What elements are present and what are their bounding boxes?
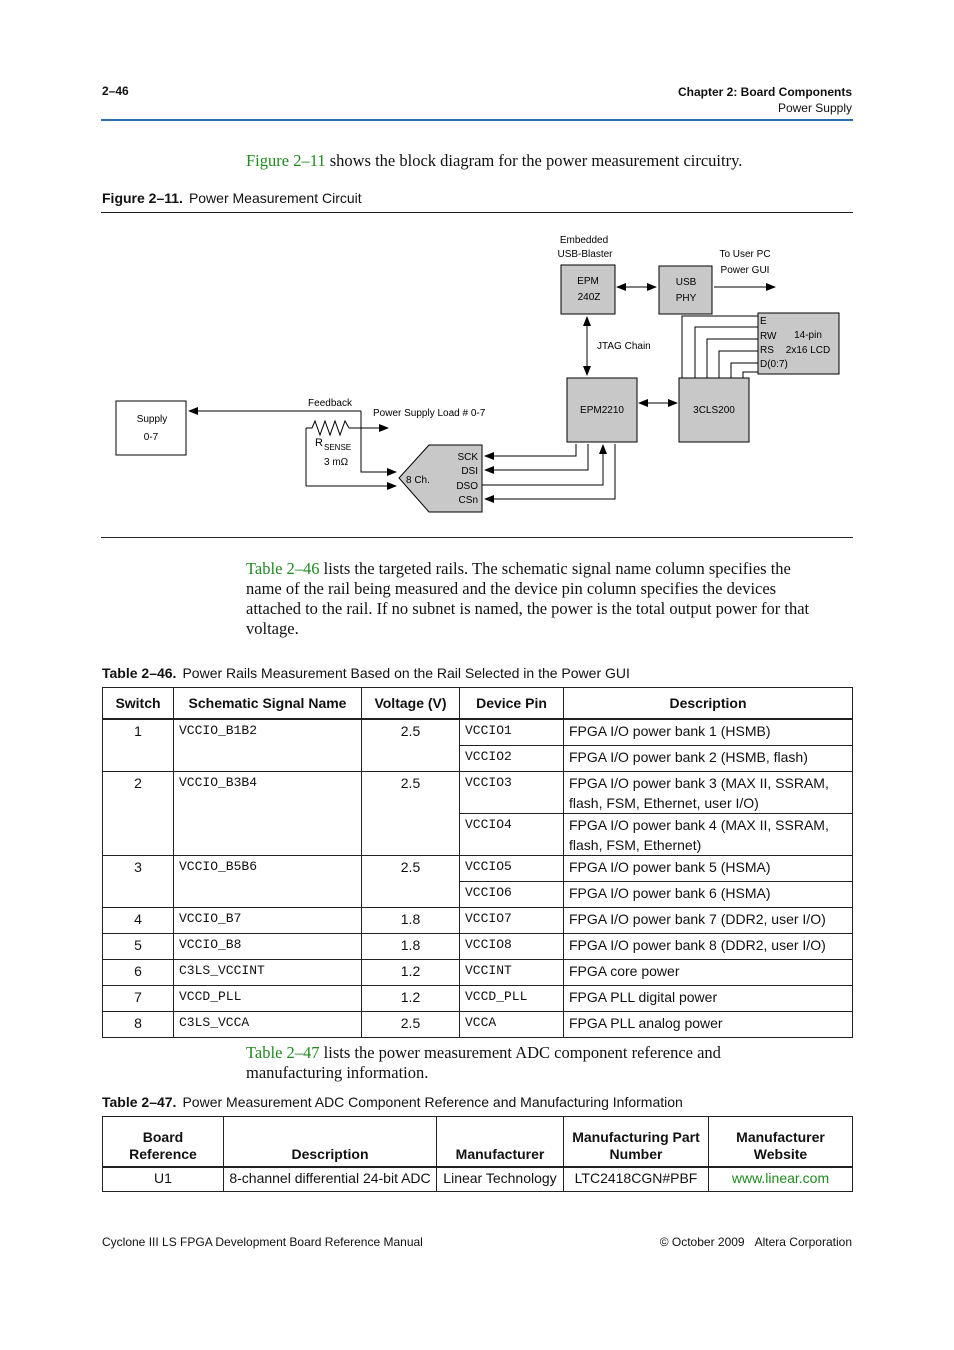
description-cell xyxy=(564,908,853,934)
voltage-cell: 2.5 xyxy=(362,772,460,856)
para46-line-4: voltage. xyxy=(246,619,299,638)
jtag-chain-label: JTAG Chain xyxy=(597,341,651,352)
description-line: FPGA I/O power bank 5 (HSMA) xyxy=(569,859,771,875)
figure-label: Figure 2–11. xyxy=(102,190,183,206)
description-cell xyxy=(564,934,853,960)
adc-label: 8 Ch. xyxy=(406,475,430,486)
col-header-signal: Schematic Signal Name xyxy=(174,688,362,720)
switch-cell: 5 xyxy=(103,934,174,960)
rsense-resistor xyxy=(306,421,349,435)
dso-line xyxy=(482,445,603,485)
col-header-manufacturer: Manufacturer xyxy=(437,1117,564,1168)
table46-link[interactable]: Table 2–46 xyxy=(246,559,320,578)
table-row xyxy=(103,1167,853,1192)
voltage-cell: 2.5 xyxy=(362,856,460,908)
device-pin-cell: VCCIO3 xyxy=(460,772,564,814)
signal-name-cell: VCCIO_B5B6 xyxy=(174,856,362,908)
signal-name-cell: VCCIO_B8 xyxy=(174,934,362,960)
device-pin-cell: VCCIO7 xyxy=(460,908,564,934)
description-line: FPGA I/O power bank 7 (DDR2, user I/O) xyxy=(569,911,826,927)
para46-line-3: attached to the rail. If no subnet is named, the power is the total output power for that xyxy=(246,599,810,618)
col-header-board-ref: Board Reference xyxy=(103,1117,224,1168)
table46-label: Table 2–46. xyxy=(102,665,177,681)
table47-title: Power Measurement ADC Component Reference and Manufacturing Information xyxy=(182,1094,683,1110)
rsense-subscript: SENSE xyxy=(324,443,352,452)
table-row xyxy=(103,856,853,882)
device-pin-cell: VCCIO8 xyxy=(460,934,564,960)
description-line: FPGA I/O power bank 1 (HSMB) xyxy=(569,723,771,739)
signal-name-cell: C3LS_VCCINT xyxy=(174,960,362,986)
table46-title: Power Rails Measurement Based on the Rail Selected in the Power GUI xyxy=(182,665,630,681)
description-cell xyxy=(564,986,853,1012)
usb-blaster-label: USB-Blaster xyxy=(557,249,613,260)
col-header-switch: Switch xyxy=(103,688,174,720)
section-title: Power Supply xyxy=(777,101,852,115)
usb-phy-block xyxy=(659,266,712,314)
csn-line xyxy=(485,444,615,499)
signal-name-cell: C3LS_VCCA xyxy=(174,1012,362,1038)
description-cell: 8-channel differential 24-bit ADC xyxy=(224,1167,437,1192)
description-cell xyxy=(564,772,853,814)
figure-link[interactable]: Figure 2–11 xyxy=(246,151,326,170)
cls200-label: 3CLS200 xyxy=(693,405,735,416)
voltage-cell: 1.8 xyxy=(362,934,460,960)
adc-pin-dsi: DSI xyxy=(461,466,478,477)
signal-name-cell: VCCIO_B7 xyxy=(174,908,362,934)
table-row xyxy=(103,960,853,986)
signal-name-cell: VCCIO_B1B2 xyxy=(174,719,362,772)
para47-line-2: manufacturing information. xyxy=(246,1063,429,1082)
lcd-label-2: 2x16 LCD xyxy=(785,345,831,356)
table46-paragraph xyxy=(246,559,858,639)
supply-block xyxy=(116,401,186,455)
signal-name-cell: VCCD_PLL xyxy=(174,986,362,1012)
chapter-title: Chapter 2: Board Components xyxy=(677,85,852,99)
lcd-pin-rw: RW xyxy=(760,331,777,342)
load-label: Power Supply Load # 0-7 xyxy=(373,408,486,419)
description-cell xyxy=(564,960,853,986)
switch-cell: 6 xyxy=(103,960,174,986)
voltage-cell: 1.2 xyxy=(362,986,460,1012)
lcd-pin-data: D(0:7) xyxy=(760,359,788,370)
table47-label: Table 2–47. xyxy=(102,1094,177,1110)
voltage-cell: 1.2 xyxy=(362,960,460,986)
description-line: FPGA core power xyxy=(569,963,680,979)
lcd-bus xyxy=(682,316,758,378)
adc-pin-dso: DSO xyxy=(456,481,478,492)
description-line: FPGA I/O power bank 3 (MAX II, SSRAM, xyxy=(569,775,829,791)
lcd-pin-e: E xyxy=(760,316,767,327)
description-line: FPGA I/O power bank 8 (DDR2, user I/O) xyxy=(569,937,826,953)
switch-cell: 2 xyxy=(103,772,174,856)
device-pin-cell: VCCIO2 xyxy=(460,746,564,772)
table47-caption xyxy=(102,1094,683,1110)
switch-cell: 8 xyxy=(103,1012,174,1038)
table-row xyxy=(103,719,853,746)
description-cell xyxy=(564,856,853,882)
page-number: 2–46 xyxy=(102,84,129,98)
table-row xyxy=(103,986,853,1012)
intro-text: shows the block diagram for the power measurement circuitry. xyxy=(325,151,743,170)
to-user-pc-label: To User PC xyxy=(719,249,771,260)
adc-pin-sck: SCK xyxy=(457,452,478,463)
col-header-part-number: Manufacturing Part Number xyxy=(564,1117,709,1168)
lcd-pin-rs: RS xyxy=(760,345,774,356)
supply-label-1: Supply xyxy=(136,414,168,425)
manufacturer-cell: Linear Technology xyxy=(437,1167,564,1192)
para46-line-2: name of the rail being measured and the device pin column specifies the devices xyxy=(246,579,777,598)
feedback-label: Feedback xyxy=(308,398,352,409)
epm240z-label-2: 240Z xyxy=(577,292,601,303)
switch-cell: 7 xyxy=(103,986,174,1012)
figure-title: Power Measurement Circuit xyxy=(188,190,362,206)
table47-link[interactable]: Table 2–47 xyxy=(246,1043,320,1062)
device-pin-cell: VCCINT xyxy=(460,960,564,986)
table46-caption xyxy=(102,665,630,681)
col-header-description: Description xyxy=(224,1117,437,1168)
col-header-voltage: Voltage (V) xyxy=(362,688,460,720)
device-pin-cell: VCCIO5 xyxy=(460,856,564,882)
table-row xyxy=(103,1012,853,1038)
usb-phy-label-2: PHY xyxy=(675,293,697,304)
voltage-cell: 2.5 xyxy=(362,719,460,772)
epm240z-label-1: EPM xyxy=(577,276,599,287)
description-cell xyxy=(564,746,853,772)
power-gui-label: Power GUI xyxy=(720,265,770,276)
footer-company: Altera Corporation xyxy=(754,1235,852,1249)
description-cell xyxy=(564,814,853,856)
para47-line-1: lists the power measurement ADC component reference and xyxy=(319,1043,721,1062)
voltage-cell: 1.8 xyxy=(362,908,460,934)
table-row xyxy=(103,934,853,960)
supply-label-2: 0-7 xyxy=(143,432,159,443)
table46-header-row xyxy=(103,688,853,720)
device-pin-cell: VCCIO6 xyxy=(460,882,564,908)
dsi-line xyxy=(485,444,588,470)
table47-header-row xyxy=(103,1117,853,1168)
table46-body xyxy=(103,719,853,1038)
rsense-r: R xyxy=(315,437,323,449)
part-number-cell: LTC2418CGN#PBF xyxy=(564,1167,709,1192)
rsense-value: 3 mΩ xyxy=(324,457,349,468)
device-pin-cell: VCCIO4 xyxy=(460,814,564,856)
device-pin-cell: VCCD_PLL xyxy=(460,986,564,1012)
adc-pin-csn: CSn xyxy=(458,495,478,506)
lcd-label-1: 14-pin xyxy=(794,330,822,341)
manufacturer-website-link[interactable]: www.linear.com xyxy=(731,1170,830,1186)
switch-cell: 1 xyxy=(103,719,174,772)
website-cell xyxy=(709,1167,853,1192)
epm2210-label: EPM2210 xyxy=(580,405,624,416)
device-pin-cell: VCCIO1 xyxy=(460,719,564,746)
para46-line-1: lists the targeted rails. The schematic signal name column specifies the xyxy=(319,559,791,578)
adc-input-plus xyxy=(361,469,396,472)
usb-phy-label-1: USB xyxy=(675,277,697,288)
board-reference-cell: U1 xyxy=(103,1167,224,1192)
description-line: FPGA I/O power bank 2 (HSMB, flash) xyxy=(569,749,808,765)
power-rails-table xyxy=(102,687,853,1038)
figure-bottom-rule xyxy=(101,537,853,538)
description-line: FPGA I/O power bank 4 (MAX II, SSRAM, xyxy=(569,817,829,833)
description-line: flash, FSM, Ethernet, user I/O) xyxy=(569,795,759,811)
table47-paragraph xyxy=(246,1043,721,1083)
switch-cell: 3 xyxy=(103,856,174,908)
signal-name-cell: VCCIO_B3B4 xyxy=(174,772,362,856)
epm240z-block xyxy=(561,265,615,314)
footer-manual-title: Cyclone III LS FPGA Development Board Reference Manual xyxy=(102,1235,423,1249)
table-row xyxy=(103,908,853,934)
description-cell xyxy=(564,1012,853,1038)
col-header-pin: Device Pin xyxy=(460,688,564,720)
sck-line xyxy=(485,444,576,456)
description-line: FPGA I/O power bank 6 (HSMA) xyxy=(569,885,771,901)
switch-cell: 4 xyxy=(103,908,174,934)
power-measurement-diagram xyxy=(0,0,954,560)
col-header-description: Description xyxy=(564,688,853,720)
description-line: flash, FSM, Ethernet) xyxy=(569,837,702,853)
footer-date: © October 2009 xyxy=(659,1235,745,1249)
description-line: FPGA PLL analog power xyxy=(569,1015,723,1031)
description-cell xyxy=(564,719,853,746)
description-cell xyxy=(564,882,853,908)
adc-component-table xyxy=(102,1116,853,1192)
table-row xyxy=(103,772,853,814)
embedded-label: Embedded xyxy=(559,235,609,246)
col-header-website: Manufacturer Website xyxy=(709,1117,853,1168)
footer-right xyxy=(660,1235,852,1249)
description-line: FPGA PLL digital power xyxy=(569,989,718,1005)
voltage-cell: 2.5 xyxy=(362,1012,460,1038)
device-pin-cell: VCCA xyxy=(460,1012,564,1038)
